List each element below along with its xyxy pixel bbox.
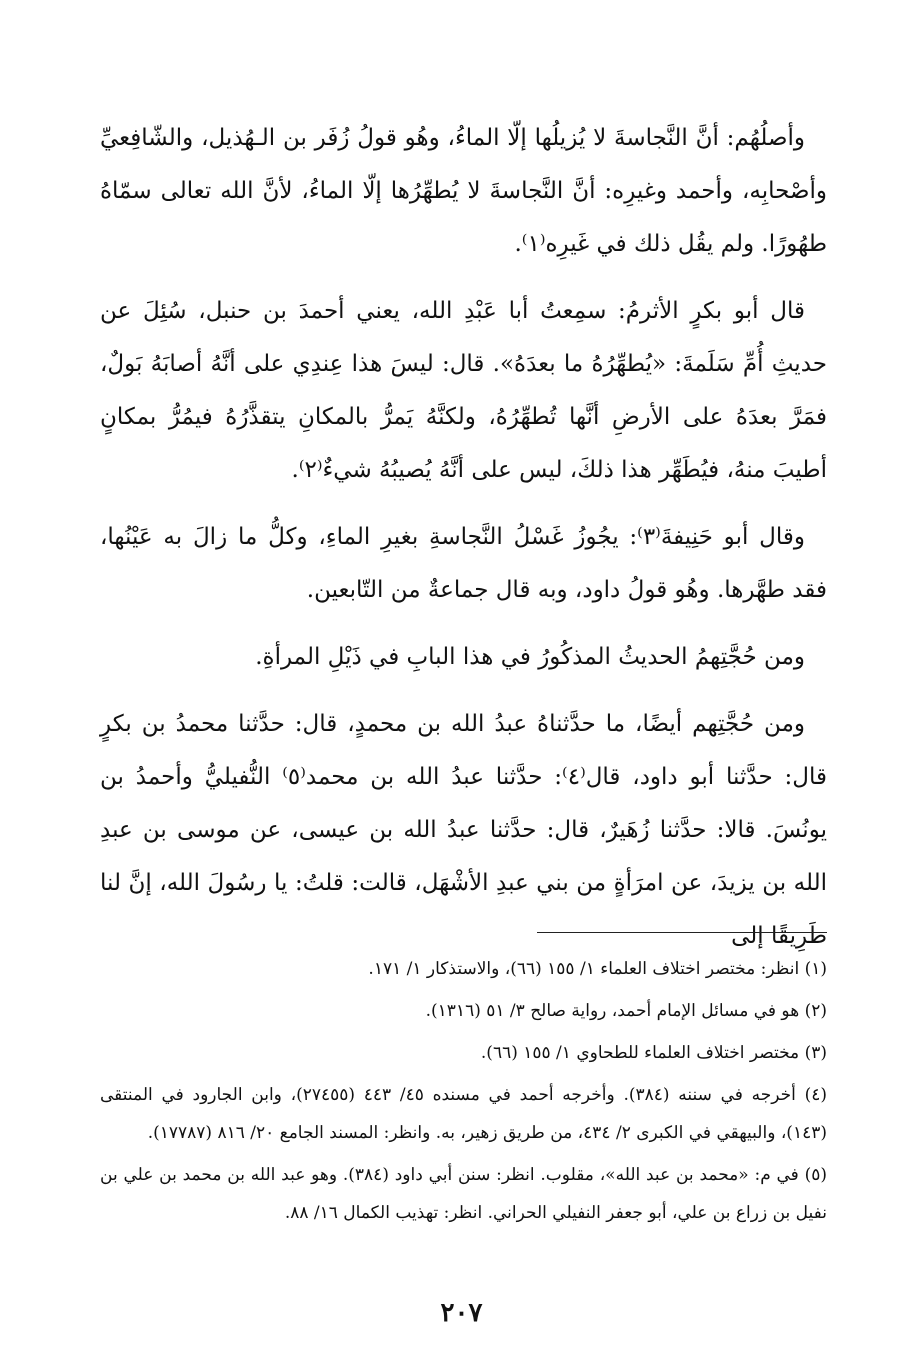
paragraph: ومن حُجَّتِهمُ الحديثُ المذكُورُ في هذا البابِ في ذَيْلِ المرأةِ.	[255, 644, 805, 670]
footnotes	[100, 950, 827, 1236]
footnote: (١) انظر: مختصر اختلاف العلماء ١/ ١٥٥ (٦٦)، والاستذكار ١/ ١٧١.	[368, 959, 827, 979]
footnote: (٣) مختصر اختلاف العلماء للطحاوي ١/ ١٥٥ (٦٦).	[480, 1043, 827, 1063]
paragraph: وأصلُهُم: أنَّ النَّجاسةَ لا يُزيلُها إلّا الماءُ، وهُو قولُ زُفَر بن الـهُذيل، والشّافِعيِّ وأصْحابِه، وأحمد وغيرِه: أنَّ النَّجاسةَ لا يُطهِّرُها إلّا الماءُ، لأنَّ الله تعالى سمّاهُ طهُورًا. ولم يقُل ذلك في غَيرِه⁽١⁾.	[100, 125, 827, 257]
footnote: (٥) في م: «محمد بن عبد الله»، مقلوب. انظر: سنن أبي داود (٣٨٤). وهو عبد الله بن محمد بن علي بن نفيل بن زراع بن علي، أبو جعفر النفيلي الحراني. انظر: تهذيب الكمال ١٦/ ٨٨.	[100, 1165, 827, 1223]
main-text	[100, 112, 827, 977]
paragraph: ومن حُجَّتِهم أيضًا، ما حدَّثناهُ عبدُ الله بن محمدٍ، قال: حدَّثنا محمدُ بن بكرٍ قال: حدَّثنا أبو داود، قال⁽٤⁾: حدَّثنا عبدُ الله بن محمد⁽٥⁾ النُّفيليُّ وأحمدُ بن يونُسَ. قالا: حدَّثنا زُهَيرٌ، قال: حدَّثنا عبدُ الله بن عيسى، عن موسى بن عبدِ الله بن يزيدَ، عن امرَأةٍ من بني عبدِ الأشْهَل، قالت: قلتُ: يا رسُولَ الله، إنَّ لنا طَرِيقًا إلى	[100, 711, 827, 949]
footnote: (٢) هو في مسائل الإمام أحمد، رواية صالح ٣/ ٥١ (١٣١٦).	[425, 1001, 827, 1021]
paragraph: وقال أبو حَنِيفةَ⁽٣⁾: يجُوزُ غَسْلُ النَّجاسةِ بغيرِ الماءِ، وكلُّ ما زالَ به عَيْنُها، فقد طهَّرها. وهُو قولُ داود، وبه قال جماعةٌ من التّابعين.	[100, 524, 827, 603]
page-number: ٢٠٧	[440, 1298, 483, 1328]
paragraph: قال أبو بكرٍ الأثرمُ: سمِعتُ أبا عَبْدِ الله، يعني أحمدَ بن حنبل، سُئِلَ عن حديثِ أُمِّ سَلَمةَ: «يُطهِّرُهُ ما بعدَهُ». قال: ليسَ هذا عِندِي على أنَّهُ أصابَهُ بَولٌ، فمَرَّ بعدَهُ على الأرضِ أنَّها تُطهِّرُهُ، ولكنَّهُ يَمرُّ بالمكانِ يتقذَّرُهُ فيمُرُّ بمكانٍ أطيبَ منهُ، فيُطَهِّر هذا ذلكَ، ليس على أنَّهُ يُصيبُهُ شيءٌ⁽٢⁾.	[100, 298, 827, 483]
footnote: (٤) أخرجه في سننه (٣٨٤). وأخرجه أحمد في مسنده ٤٥/ ٤٤٣ (٢٧٤٥٥)، وابن الجارود في المنتقى (١٤٣)، والبيهقي في الكبرى ٢/ ٤٣٤، من طريق زهير، به. وانظر: المسند الجامع ٢٠/ ٨١٦ (١٧٧٨٧).	[100, 1085, 827, 1143]
footnote-separator	[537, 932, 827, 933]
